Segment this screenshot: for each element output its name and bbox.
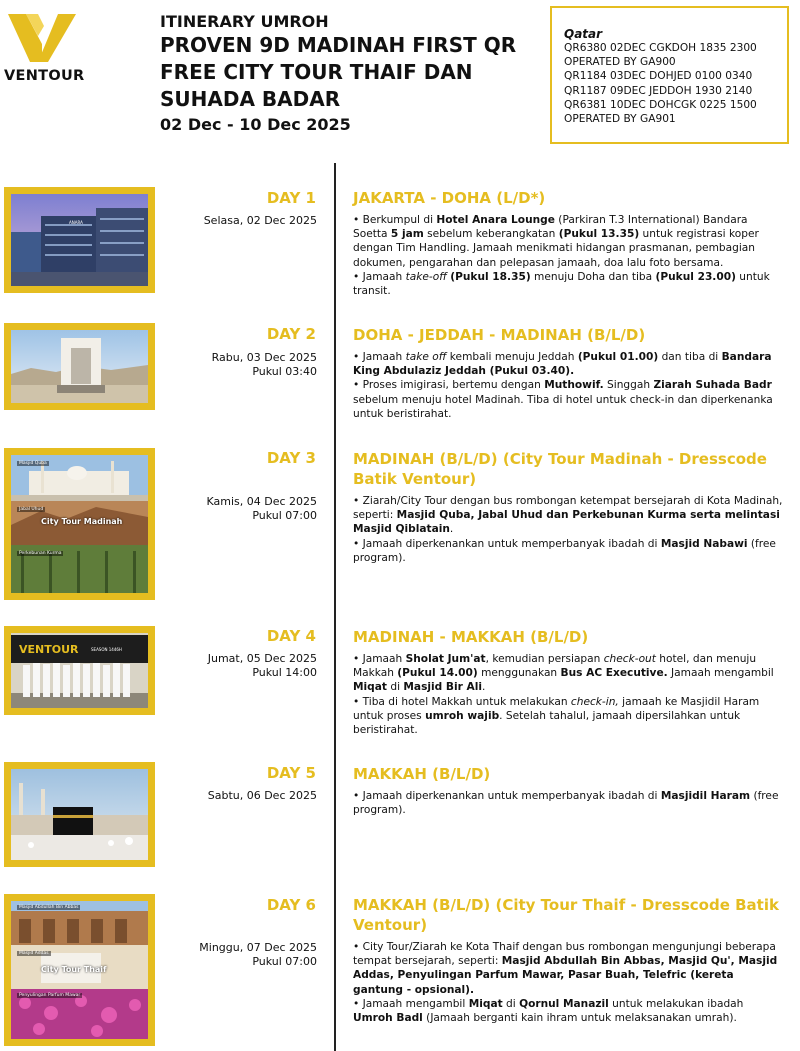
text-segment: Masjid Quba, Jabal Uhud dan Perkebunan Kurma serta melintasi Masjid Qiblatain (353, 509, 780, 536)
day-3-description (353, 494, 785, 565)
day-3-photo (4, 448, 155, 600)
day-date-line: Kamis, 04 Dec 2025 (206, 495, 317, 508)
day-1-photo (4, 187, 155, 293)
photo-tag: Masjid Quba (19, 461, 47, 466)
day-6-date (160, 941, 317, 969)
day-2-route: DOHA - JEDDAH - MADINAH (B/L/D) (353, 326, 646, 344)
text-segment: • Tiba di hotel Makkah untuk melakukan (353, 695, 571, 708)
text-segment: Masjid Bir Ali (403, 681, 483, 694)
flight-line: QR1184 03DEC DOHJED 0100 0340 (564, 70, 753, 83)
text-segment: Masjid Abdullah Bin Abbas, Masjid Qu', Masjid Addas, Penyulingan Parfum Mawar, Pasar Buah, Telefric (kereta gantung - opsional). (353, 955, 778, 996)
description-paragraph (353, 695, 785, 738)
description-paragraph (353, 537, 785, 565)
description-paragraph (353, 378, 785, 421)
photo-tag: Masjid Abdullah Bin Abbas (19, 905, 79, 910)
description-paragraph (353, 997, 785, 1025)
text-segment: take-off (405, 270, 447, 283)
text-segment: . (449, 523, 454, 536)
description-paragraph (353, 940, 785, 997)
text-segment: Umroh Badl (353, 1012, 423, 1025)
text-segment: • Jamaah (353, 653, 406, 665)
text-segment: hotel, dan menuju Makkah (353, 653, 757, 680)
day-5-photo (4, 762, 155, 867)
text-segment: (Pukul 01.00) (577, 351, 659, 363)
text-segment: Miqat (468, 997, 503, 1010)
description-paragraph (353, 270, 785, 298)
text-segment: . Setelah tahalul, jamaah dipersilahkan untuk beristirahat. (353, 709, 741, 737)
text-segment: • Jamaah (353, 351, 406, 363)
day-5-description (353, 789, 785, 817)
package-title-line: FREE CITY TOUR THAIF DAN (160, 60, 473, 84)
day-date-line: Pukul 03:40 (252, 365, 317, 378)
flight-line: QR6380 02DEC CGKDOH 1835 2300 (564, 42, 757, 54)
package-title (160, 32, 545, 113)
bus-banner-text: VENTOUR (19, 643, 79, 656)
photo-tag: Penyulingan Parfum Mawar (19, 993, 81, 998)
day-5-route: MAKKAH (B/L/D) (353, 765, 491, 783)
text-segment: Bandara King Abdulaziz Jeddah (Pukul 03.40). (353, 351, 772, 378)
day-3-route: MADINAH (B/L/D) (City Tour Madinah - Dresscode Batik Ventour) (353, 450, 767, 488)
text-segment: take off (405, 351, 447, 363)
photo-caption: City Tour Madinah (41, 517, 123, 526)
text-segment: Muthowif. (544, 379, 604, 392)
text-segment: Masjid Nabawi (660, 537, 748, 550)
text-segment: • Jamaah (353, 270, 406, 283)
day-date-line: Rabu, 03 Dec 2025 (211, 351, 317, 364)
photo-tag: Jabal Uhud (19, 507, 44, 512)
text-segment: untuk transit. (353, 270, 770, 298)
flight-line: QR1187 09DEC JEDDOH 1930 2140 (564, 84, 753, 97)
text-segment: sebelum keberangkatan (423, 228, 559, 241)
day-date-line: Selasa, 02 Dec 2025 (203, 214, 317, 227)
day-date-line: Sabtu, 06 Dec 2025 (207, 789, 317, 802)
day-date-line: Minggu, 07 Dec 2025 (199, 941, 317, 954)
photo-caption: City Tour Thaif (41, 965, 107, 974)
day-4-date (160, 652, 317, 680)
document-label: ITINERARY UMROH (160, 12, 329, 31)
itinerary-header (160, 12, 545, 134)
description-paragraph (353, 350, 785, 378)
text-segment: Jamaah mengambil (667, 667, 774, 680)
day-3-date (160, 495, 317, 523)
flight-info-box (550, 6, 789, 144)
text-segment: kembali menuju Jeddah (446, 351, 578, 363)
text-segment: umroh wajib (425, 709, 500, 722)
day-5-label: DAY 5 (266, 764, 316, 782)
text-segment: • Berkumpul di (353, 214, 437, 226)
photo-tag: Masjid Addas (19, 951, 49, 956)
text-segment: check-in, (570, 695, 619, 708)
day-3-label: DAY 3 (266, 449, 316, 467)
day-date-line: Pukul 14:00 (252, 666, 317, 679)
day-4-route: MADINAH - MAKKAH (B/L/D) (353, 628, 589, 646)
day-1-description (353, 213, 785, 298)
text-segment: check-out (603, 653, 656, 665)
day-date-line: Pukul 07:00 (252, 509, 317, 522)
flight-line: OPERATED BY GA900 (564, 56, 676, 69)
text-segment: • City Tour/Ziarah ke Kota Thaif dengan bus rombongan mengunjungi beberapa tempat bersejarah, seperti: (353, 941, 776, 968)
brand-logo (4, 14, 84, 86)
ventour-logo-icon (8, 14, 78, 64)
day-6-photo (4, 894, 155, 1046)
brand-name: VENTOUR (4, 68, 85, 84)
text-segment: jamaah ke Masjidil Haram untuk proses (353, 695, 760, 722)
hotel-sign: ANARA (69, 220, 83, 225)
text-segment: untuk registrasi koper dengan Tim Handling. Jamaah menikmati hidangan prasmanan, pembagian dokumen, pengarahan dan pelepasan jamaah, doa lalu foto bersama. (353, 228, 759, 269)
day-4-label: DAY 4 (266, 627, 316, 645)
flight-line: OPERATED BY GA901 (564, 113, 676, 126)
text-segment: • Jamaah diperkenankan untuk memperbanyak ibadah di (353, 537, 661, 550)
airline-name: Qatar (564, 27, 603, 41)
day-2-photo (4, 323, 155, 410)
text-segment: (Jamaah berganti kain ihram untuk melaksanakan umrah). (422, 1012, 737, 1025)
day-6-label: DAY 6 (266, 896, 316, 914)
text-segment: Ziarah Suhada Badr (653, 379, 772, 392)
photo-tag: Perkebunan Kurma (19, 551, 62, 556)
text-segment: untuk melakukan ibadah (608, 997, 744, 1010)
text-segment: (Pukul 13.35) (558, 228, 640, 241)
description-paragraph (353, 652, 785, 695)
text-segment: . (482, 681, 486, 694)
text-segment: 5 jam (390, 228, 424, 241)
package-title-line: SUHADA BADAR (160, 87, 341, 111)
text-segment: (free program). (353, 790, 779, 817)
day-2-description (353, 350, 785, 421)
text-segment: Miqat (353, 681, 387, 694)
day-date-line: Pukul 07:00 (252, 955, 317, 968)
day-6-description (353, 940, 785, 1025)
text-segment: • Ziarah/City Tour dengan bus rombongan ketempat bersejarah di Kota Madinah, seperti: (353, 495, 783, 522)
text-segment: • Proses imigirasi, bertemu dengan (353, 379, 545, 392)
day-1-route: JAKARTA - DOHA (L/D*) (353, 189, 546, 207)
timeline-divider (334, 163, 336, 1051)
day-date-line: Jumat, 05 Dec 2025 (207, 652, 317, 665)
text-segment: (free program). (353, 537, 776, 564)
text-segment: • Jamaah diperkenankan untuk memperbanyak ibadah di (353, 790, 661, 802)
day-4-description (353, 652, 785, 737)
day-1-date (160, 214, 317, 228)
text-segment: • Jamaah mengambil (353, 997, 469, 1010)
description-paragraph (353, 213, 785, 270)
text-segment: (Parkiran T.3 International) Bandara Soetta (353, 214, 748, 241)
text-segment: sebelum menuju hotel Madinah. Tiba di hotel untuk check-in dan diperkenanka untuk beristirahat. (353, 393, 773, 420)
text-segment: (Pukul 23.00) (655, 270, 736, 283)
bus-banner-sub: SEASON 1446H (91, 647, 122, 652)
day-1-label: DAY 1 (266, 189, 316, 207)
day-5-date (160, 789, 317, 803)
text-segment: Bus AC Executive. (560, 667, 668, 680)
flight-line: QR6381 10DEC DOHCGK 0225 1500 (564, 98, 757, 111)
day-2-date (160, 351, 317, 379)
description-paragraph (353, 789, 785, 817)
day-6-route: MAKKAH (B/L/D) (City Tour Thaif - Dresscode Batik Ventour) (353, 896, 779, 934)
text-segment: di (386, 681, 404, 694)
text-segment: (Pukul 18.35) (450, 270, 531, 283)
text-segment: Singgah (603, 379, 654, 392)
text-segment: dan tiba di (658, 351, 722, 363)
text-segment: (Pukul 14.00) (397, 667, 478, 680)
text-segment: menggunakan (477, 667, 561, 680)
text-segment: Hotel Anara Lounge (436, 214, 555, 226)
text-segment: Qornul Manazil (519, 997, 609, 1010)
text-segment: Sholat Jum'at (405, 653, 486, 665)
text-segment: Masjidil Haram (660, 790, 751, 802)
description-paragraph (353, 494, 785, 537)
day-2-label: DAY 2 (266, 325, 316, 343)
text-segment: , kemudian persiapan (485, 653, 604, 665)
trip-dates: 02 Dec - 10 Dec 2025 (160, 115, 351, 134)
package-title-line: PROVEN 9D MADINAH FIRST QR (160, 33, 517, 57)
day-4-photo (4, 626, 155, 715)
text-segment: di (502, 997, 520, 1010)
text-segment: menuju Doha dan tiba (530, 270, 656, 283)
